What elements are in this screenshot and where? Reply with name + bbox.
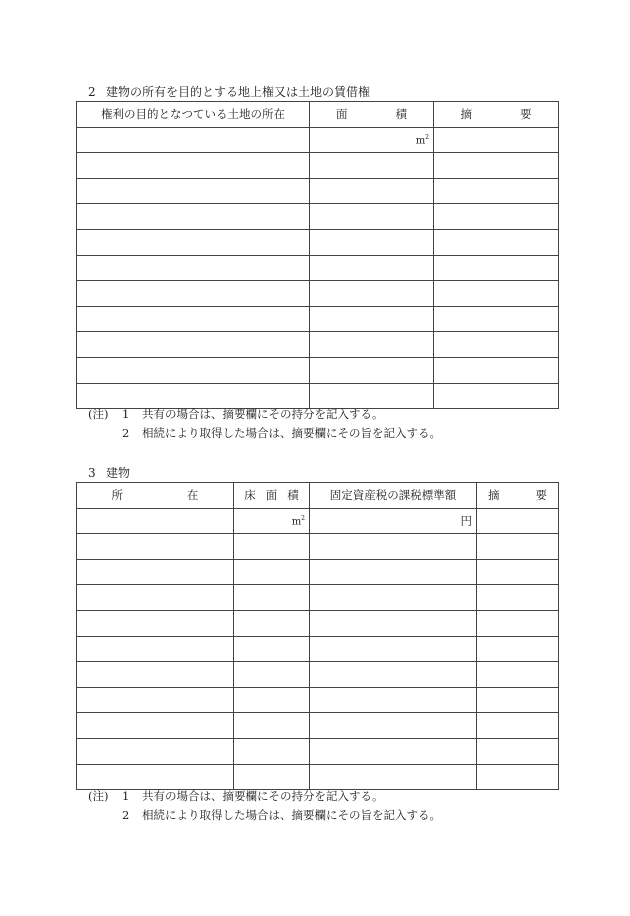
tax-base-cell[interactable] (310, 534, 477, 560)
table-row (77, 229, 559, 255)
floor-area-cell[interactable] (234, 585, 310, 611)
remarks-cell[interactable] (477, 738, 559, 764)
section3-heading (88, 464, 130, 481)
remarks-cell[interactable] (434, 127, 559, 153)
land-location-cell[interactable] (77, 332, 310, 358)
remarks-cell[interactable] (434, 383, 559, 409)
table-row (77, 534, 559, 560)
remarks-cell[interactable] (434, 306, 559, 332)
location-cell[interactable] (77, 534, 234, 560)
tax-base-cell[interactable] (310, 738, 477, 764)
location-cell[interactable] (77, 738, 234, 764)
remarks-cell[interactable] (477, 713, 559, 739)
remarks-cell[interactable] (477, 559, 559, 585)
table-row (77, 357, 559, 383)
land-location-cell[interactable] (77, 204, 310, 230)
tax-base-cell[interactable] (310, 713, 477, 739)
remarks-cell[interactable] (477, 610, 559, 636)
location-cell[interactable] (77, 662, 234, 688)
location-cell[interactable] (77, 713, 234, 739)
table-row (77, 662, 559, 688)
floor-area-cell[interactable] (234, 610, 310, 636)
section2-heading (88, 83, 370, 100)
leasehold-land-table (76, 101, 559, 409)
location-cell[interactable] (77, 508, 234, 534)
tax-base-cell[interactable] (310, 559, 477, 585)
location-cell[interactable] (77, 610, 234, 636)
column-header-remarks: 摘 要 (434, 102, 559, 128)
column-header-tax-base: 固定資産税の課税標準額 (310, 483, 477, 509)
note-item: 2 相続により取得した場合は、摘要欄にその旨を記入する。 (122, 426, 441, 440)
remarks-cell[interactable] (434, 153, 559, 179)
floor-area-cell[interactable] (234, 764, 310, 790)
area-cell[interactable] (310, 204, 434, 230)
area-cell[interactable] (310, 153, 434, 179)
remarks-cell[interactable] (477, 508, 559, 534)
note-item: (注) 1 共有の場合は、摘要欄にその持分を記入する。 (88, 405, 441, 424)
floor-area-cell[interactable] (234, 713, 310, 739)
remarks-cell[interactable] (434, 204, 559, 230)
table-row (77, 153, 559, 179)
tax-base-cell[interactable] (310, 636, 477, 662)
table-row (77, 332, 559, 358)
tax-base-cell[interactable]: 円 (310, 508, 477, 534)
area-cell[interactable] (310, 255, 434, 281)
tax-base-cell[interactable] (310, 610, 477, 636)
land-location-cell[interactable] (77, 357, 310, 383)
land-location-cell[interactable] (77, 255, 310, 281)
note-label: (注) (88, 789, 109, 803)
note-label: (注) (88, 407, 109, 421)
table-row (77, 687, 559, 713)
column-header-location: 所 在 (77, 483, 234, 509)
tax-base-cell[interactable] (310, 662, 477, 688)
land-location-cell[interactable] (77, 127, 310, 153)
land-location-cell[interactable] (77, 153, 310, 179)
floor-area-cell[interactable] (234, 662, 310, 688)
table-row (77, 306, 559, 332)
section3-title: 建物 (106, 466, 131, 480)
table-row (77, 127, 559, 153)
remarks-cell[interactable] (434, 357, 559, 383)
table-row (77, 585, 559, 611)
section2-notes (88, 405, 441, 443)
remarks-cell[interactable] (434, 178, 559, 204)
location-cell[interactable] (77, 585, 234, 611)
floor-area-cell[interactable]: $m^2$ (234, 508, 310, 534)
section2-title: 建物の所有を目的とする地上権又は土地の賃借権 (106, 85, 371, 99)
floor-area-cell[interactable] (234, 534, 310, 560)
area-cell[interactable]: $m^2$ (310, 127, 434, 153)
column-header-remarks: 摘 要 (477, 483, 559, 509)
land-location-cell[interactable] (77, 178, 310, 204)
table-row (77, 281, 559, 307)
note-item: (注) 1 共有の場合は、摘要欄にその持分を記入する。 (88, 787, 441, 806)
table-row (77, 636, 559, 662)
floor-area-cell[interactable] (234, 559, 310, 585)
remarks-cell[interactable] (434, 255, 559, 281)
section3-notes (88, 787, 441, 825)
tax-base-cell[interactable] (310, 687, 477, 713)
land-location-cell[interactable] (77, 229, 310, 255)
section2-number: 2 (88, 85, 96, 99)
table-row (77, 713, 559, 739)
remarks-cell[interactable] (477, 534, 559, 560)
location-cell[interactable] (77, 764, 234, 790)
location-cell[interactable] (77, 636, 234, 662)
remarks-cell[interactable] (434, 332, 559, 358)
remarks-cell[interactable] (434, 229, 559, 255)
table-header-row (77, 483, 559, 509)
table-row (77, 764, 559, 790)
area-cell[interactable] (310, 281, 434, 307)
table-row (77, 255, 559, 281)
table-row (77, 508, 559, 534)
area-cell[interactable] (310, 229, 434, 255)
note-item: 2 相続により取得した場合は、摘要欄にその旨を記入する。 (122, 808, 441, 822)
land-location-cell[interactable] (77, 281, 310, 307)
remarks-cell[interactable] (477, 687, 559, 713)
building-table (76, 482, 559, 790)
remarks-cell[interactable] (477, 662, 559, 688)
table-row (77, 738, 559, 764)
floor-area-cell[interactable] (234, 687, 310, 713)
floor-area-cell[interactable] (234, 738, 310, 764)
table-row (77, 204, 559, 230)
table-row (77, 178, 559, 204)
tax-base-cell[interactable] (310, 585, 477, 611)
remarks-cell[interactable] (477, 636, 559, 662)
table-row (77, 559, 559, 585)
remarks-cell[interactable] (434, 281, 559, 307)
tax-base-cell[interactable] (310, 764, 477, 790)
column-header-land-location: 権利の目的となつている土地の所在 (77, 102, 310, 128)
section3-number: 3 (88, 466, 96, 480)
floor-area-cell[interactable] (234, 636, 310, 662)
remarks-cell[interactable] (477, 764, 559, 790)
area-cell[interactable] (310, 178, 434, 204)
column-header-area: 面 積 (310, 102, 434, 128)
table-row (77, 610, 559, 636)
area-cell[interactable] (310, 332, 434, 358)
remarks-cell[interactable] (477, 585, 559, 611)
location-cell[interactable] (77, 687, 234, 713)
column-header-floor-area: 床 面 積 (234, 483, 310, 509)
table-header-row (77, 102, 559, 128)
area-cell[interactable] (310, 357, 434, 383)
land-location-cell[interactable] (77, 306, 310, 332)
area-cell[interactable] (310, 306, 434, 332)
location-cell[interactable] (77, 559, 234, 585)
